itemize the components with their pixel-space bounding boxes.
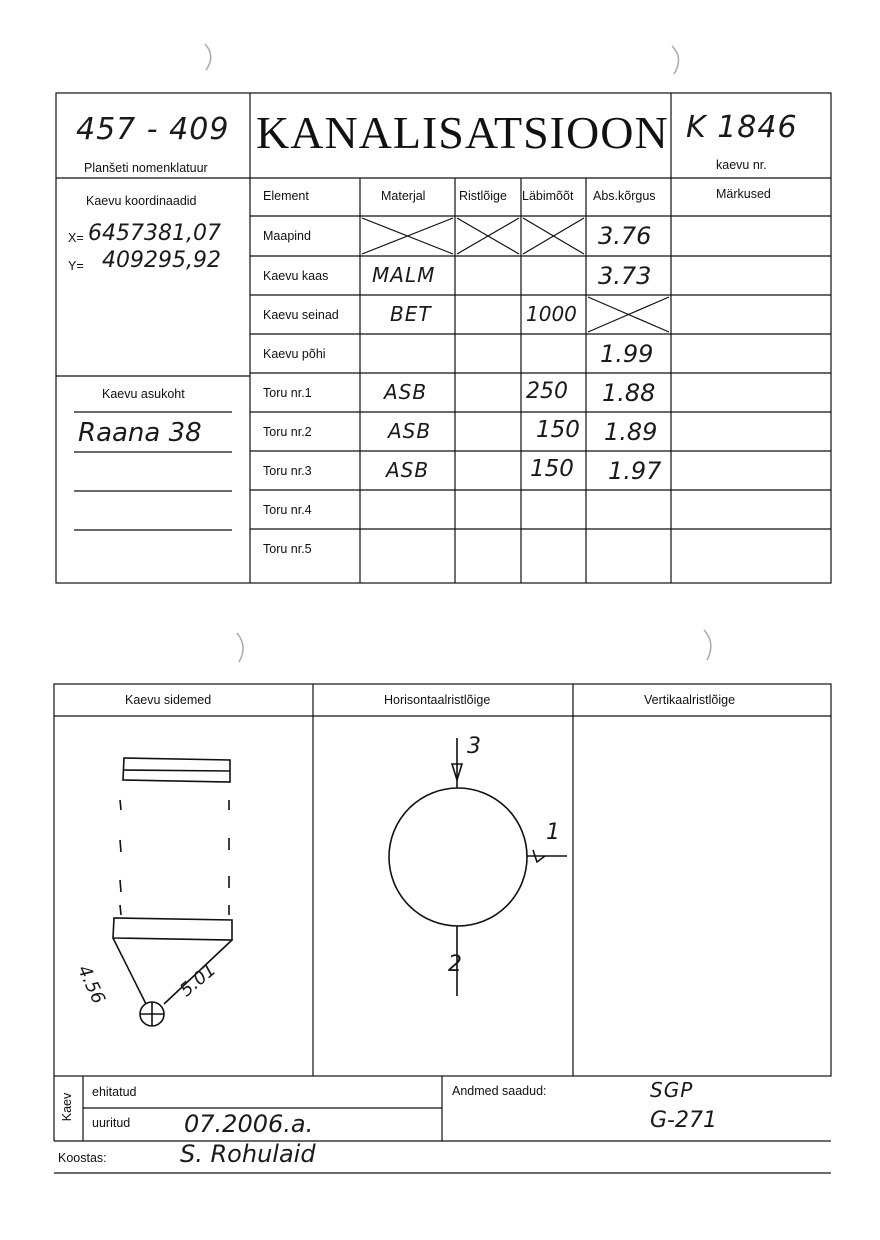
col-diameter: Läbimõõt [522,189,574,203]
cell-diameter: 1000 [526,302,577,326]
cell-material: MALM [372,263,436,287]
y-prefix: Y= [68,259,84,273]
col-element: Element [263,189,309,203]
well-side-label: Kaev [60,1092,74,1122]
row-element: Toru nr.3 [263,464,312,478]
cell-abs-height: 1.88 [602,379,656,407]
data-source-line2: G-271 [650,1108,717,1133]
compiled-by: S. Rohulaid [180,1140,316,1168]
location-label: Kaevu asukoht [102,387,185,401]
sheet-number: 457 - 409 [76,112,230,147]
pipe-label-top: 3 [467,734,482,759]
row-element: Kaevu seinad [263,308,339,322]
col-material: Materjal [381,189,426,203]
row-element: Toru nr.1 [263,386,312,400]
cell-diameter: 250 [526,379,568,404]
row-element: Maapind [263,229,311,243]
row-element: Kaevu kaas [263,269,329,283]
coordinates-label: Kaevu koordinaadid [86,194,197,208]
y-coordinate: 409295,92 [102,248,221,273]
cell-diameter: 150 [530,456,574,482]
cell-abs-height: 1.97 [608,457,662,485]
cell-material: ASB [384,380,428,404]
well-ties-sketch [113,758,232,1026]
col-cross-section: Ristlõige [459,189,507,203]
cell-diameter: 150 [536,417,580,443]
row-element: Toru nr.4 [263,503,312,517]
dimension-right: 5.01 [176,959,221,1002]
data-source-line1: SGP [650,1078,694,1102]
well-number-label: kaevu nr. [716,158,767,172]
cell-abs-height: 1.99 [600,340,654,368]
col-abs-height: Abs.kõrgus [593,189,656,203]
cell-abs-height: 1.89 [604,418,658,446]
surveyed-label: uuritud [92,1116,131,1130]
surveyed-date: 07.2006.a. [184,1110,314,1138]
location-value: Raana 38 [78,418,202,448]
pipe-label-bottom: 2 [448,952,463,977]
x-coordinate: 6457381,07 [88,221,221,246]
vertical-section-label: Vertikaalristlõige [644,693,736,707]
x-prefix: X= [68,231,84,245]
data-source-label: Andmed saadud: [452,1084,547,1098]
pipe-label-right: 1 [546,820,561,845]
built-label: ehitatud [92,1085,137,1099]
well-ties-label: Kaevu sidemed [125,693,212,707]
horizontal-section-drawing [389,738,567,996]
cell-abs-height: 3.73 [598,262,652,290]
cell-material: ASB [388,419,432,443]
cell-material: BET [390,302,432,326]
dimension-left: 4.56 [72,962,109,1008]
cell-abs-height: 3.76 [598,222,652,250]
sheet-label: Planšeti nomenklatuur [84,161,208,175]
row-element: Kaevu põhi [263,347,326,361]
cell-material: ASB [386,458,430,482]
row-element: Toru nr.5 [263,542,312,556]
col-remarks: Märkused [716,187,771,201]
well-number: K 1846 [686,110,798,145]
form-title: KANALISATSIOON [256,107,669,158]
row-element: Toru nr.2 [263,425,312,439]
horizontal-section-label: Horisontaalristlõige [384,693,491,707]
compiled-label: Koostas: [58,1151,107,1165]
